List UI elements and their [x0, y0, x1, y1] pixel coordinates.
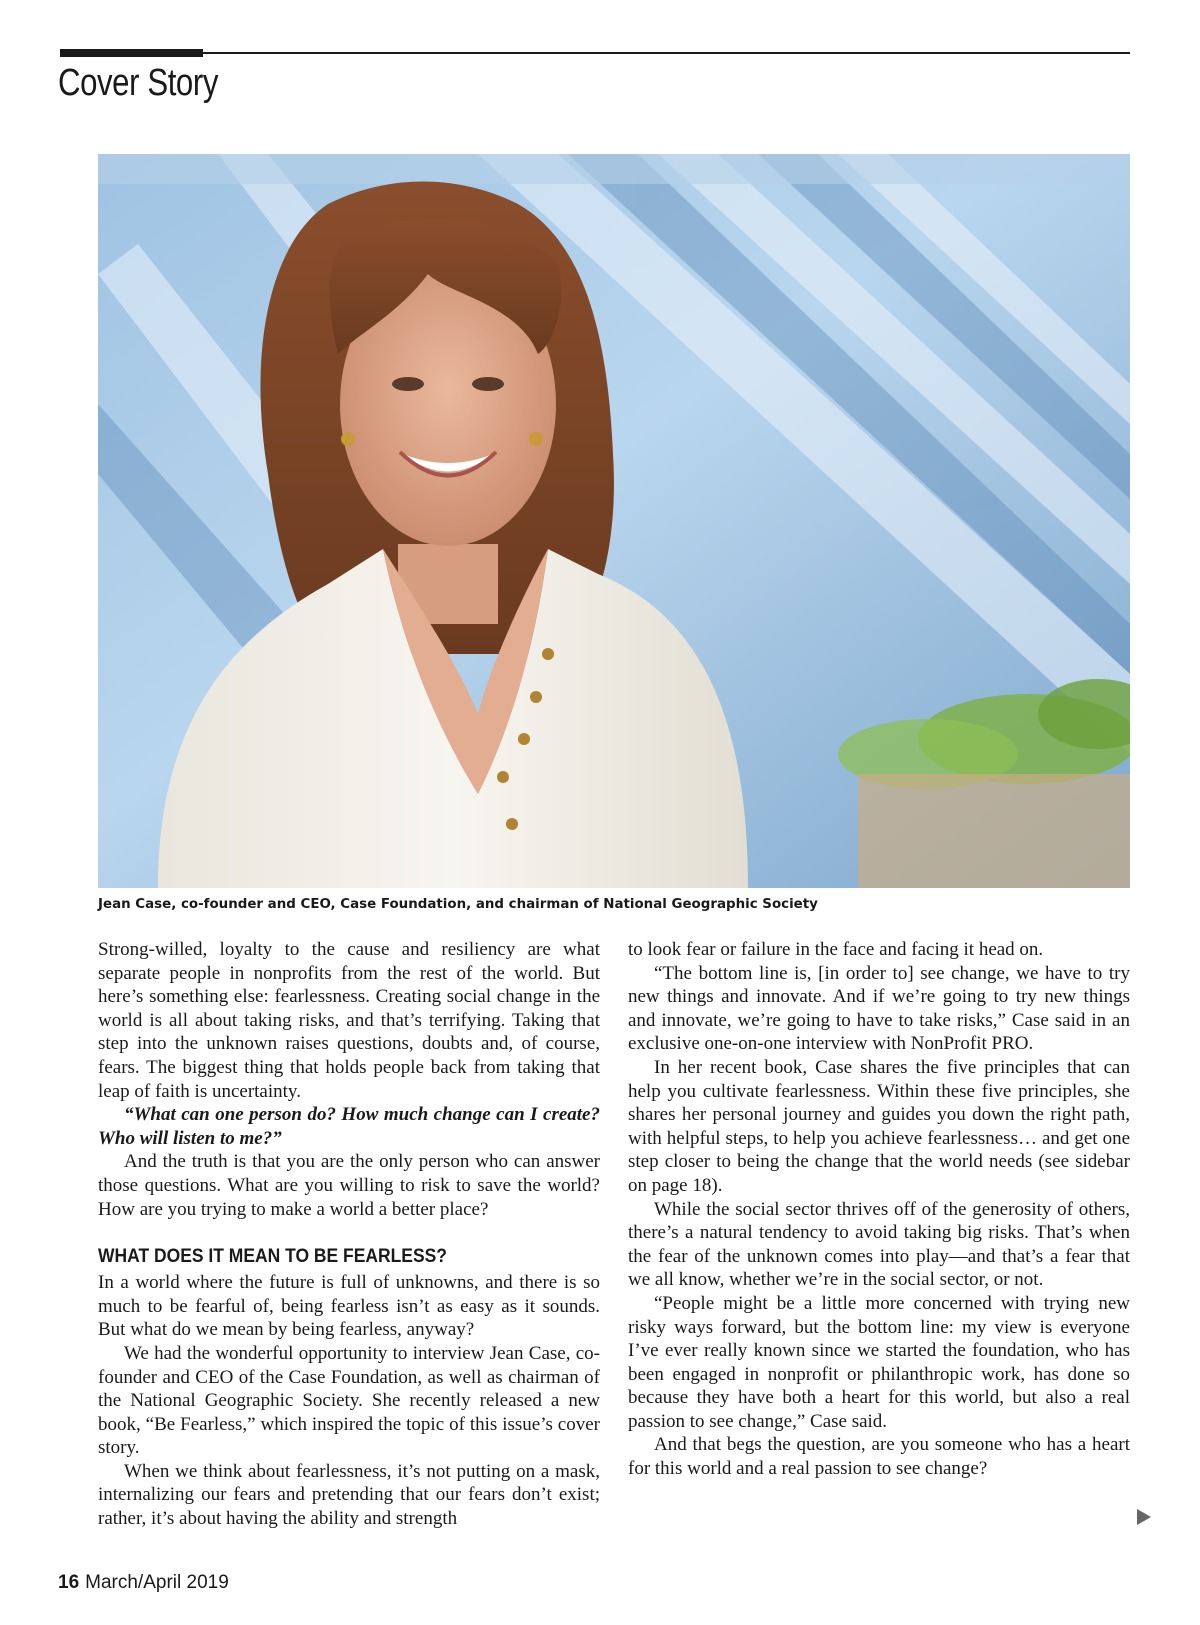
paragraph: We had the wonderful opportunity to interview Jean Case, co-founder and CEO of the Case Foundation, as well as chairman of the National Geographic Society. She recently released a new book, “Be Fearless,” which inspired the topic of this issue’s cover story. [98, 1342, 600, 1459]
paragraph: to look fear or failure in the face and facing it head on. [628, 939, 1044, 960]
header-rule [60, 52, 1130, 54]
pull-quote: “What can one person do? How much change can I create? Who will listen to me?” [98, 1104, 600, 1149]
cover-photo [98, 154, 1130, 888]
paragraph: And the truth is that you are the only person who can answer those questions. What are you willing to risk to save the world? How are you trying to make a world a better place? [98, 1151, 600, 1220]
page-number: 16 [58, 1572, 80, 1593]
header-rule-accent [60, 49, 203, 57]
paragraph: When we think about fearlessness, it’s not putting on a mask, internalizing our fears and pretending that our fears don’t exist; rather, it’s about having the ability and strength [98, 1460, 600, 1530]
paragraph: In a world where the future is full of unknowns, and there is so much to be fearful of, being fearless isn’t as easy as it sounds. But what do we mean by being fearless, anyway? [98, 1272, 600, 1341]
paragraph: And that begs the question, are you someone who has a heart for this world and a real passion to see change? [628, 1434, 1130, 1480]
section-title: Cover Story [58, 62, 219, 104]
photo-caption: Jean Case, co-founder and CEO, Case Foundation, and chairman of National Geographic Society [98, 897, 818, 912]
paragraph: Strong-willed, loyalty to the cause and resiliency are what separate people in nonprofits from the rest of the world. But here’s something else: fearlessness. Creating social change in the world is all about taking risks, and that’s terrifying. Taking that step into the unknown raises questions, doubts and, of course, fears. The biggest thing that holds people back from taking that leap of faith is uncertainty. [98, 939, 600, 1102]
paragraph: In her recent book, Case shares the five principles that can help you cultivate fearlessness. Within these five principles, she shares her personal journey and guides you down the right path, with helpful steps, to help you achieve fearlessness… and get one step closer to being the change that the world needs (see sidebar on page 18). [628, 1056, 1130, 1196]
article-column-left [98, 938, 600, 1531]
article-column-right [628, 938, 1130, 1481]
triangle-right-icon[interactable] [1137, 1509, 1151, 1525]
issue-date: March/April 2019 [85, 1572, 229, 1593]
paragraph: “People might be a little more concerned with trying new risky ways forward, but the bottom line: my view is everyone I’ve ever really known since we started the foundation, who has been engaged in nonprofit or philanthropic work, has done so because they have both a heart for this world, but also a real passion to see change,” Case said. [628, 1292, 1130, 1432]
page-footer [58, 1572, 229, 1594]
section-heading: WHAT DOES IT MEAN TO BE FEARLESS? [98, 1246, 447, 1268]
paragraph: While the social sector thrives off of the generosity of others, there’s a natural tendency to avoid taking big risks. That’s when the fear of the unknown comes into play—and that’s a fear that we all know, whether we’re in the social sector, or not. [628, 1198, 1130, 1291]
paragraph: “The bottom line is, [in order to] see change, we have to try new things and innovate. And if we’re going to try new things and innovate, we’re going to have to take risks,” Case said in an exclusive one-on-one interview with NonProfit PRO. [628, 962, 1130, 1055]
